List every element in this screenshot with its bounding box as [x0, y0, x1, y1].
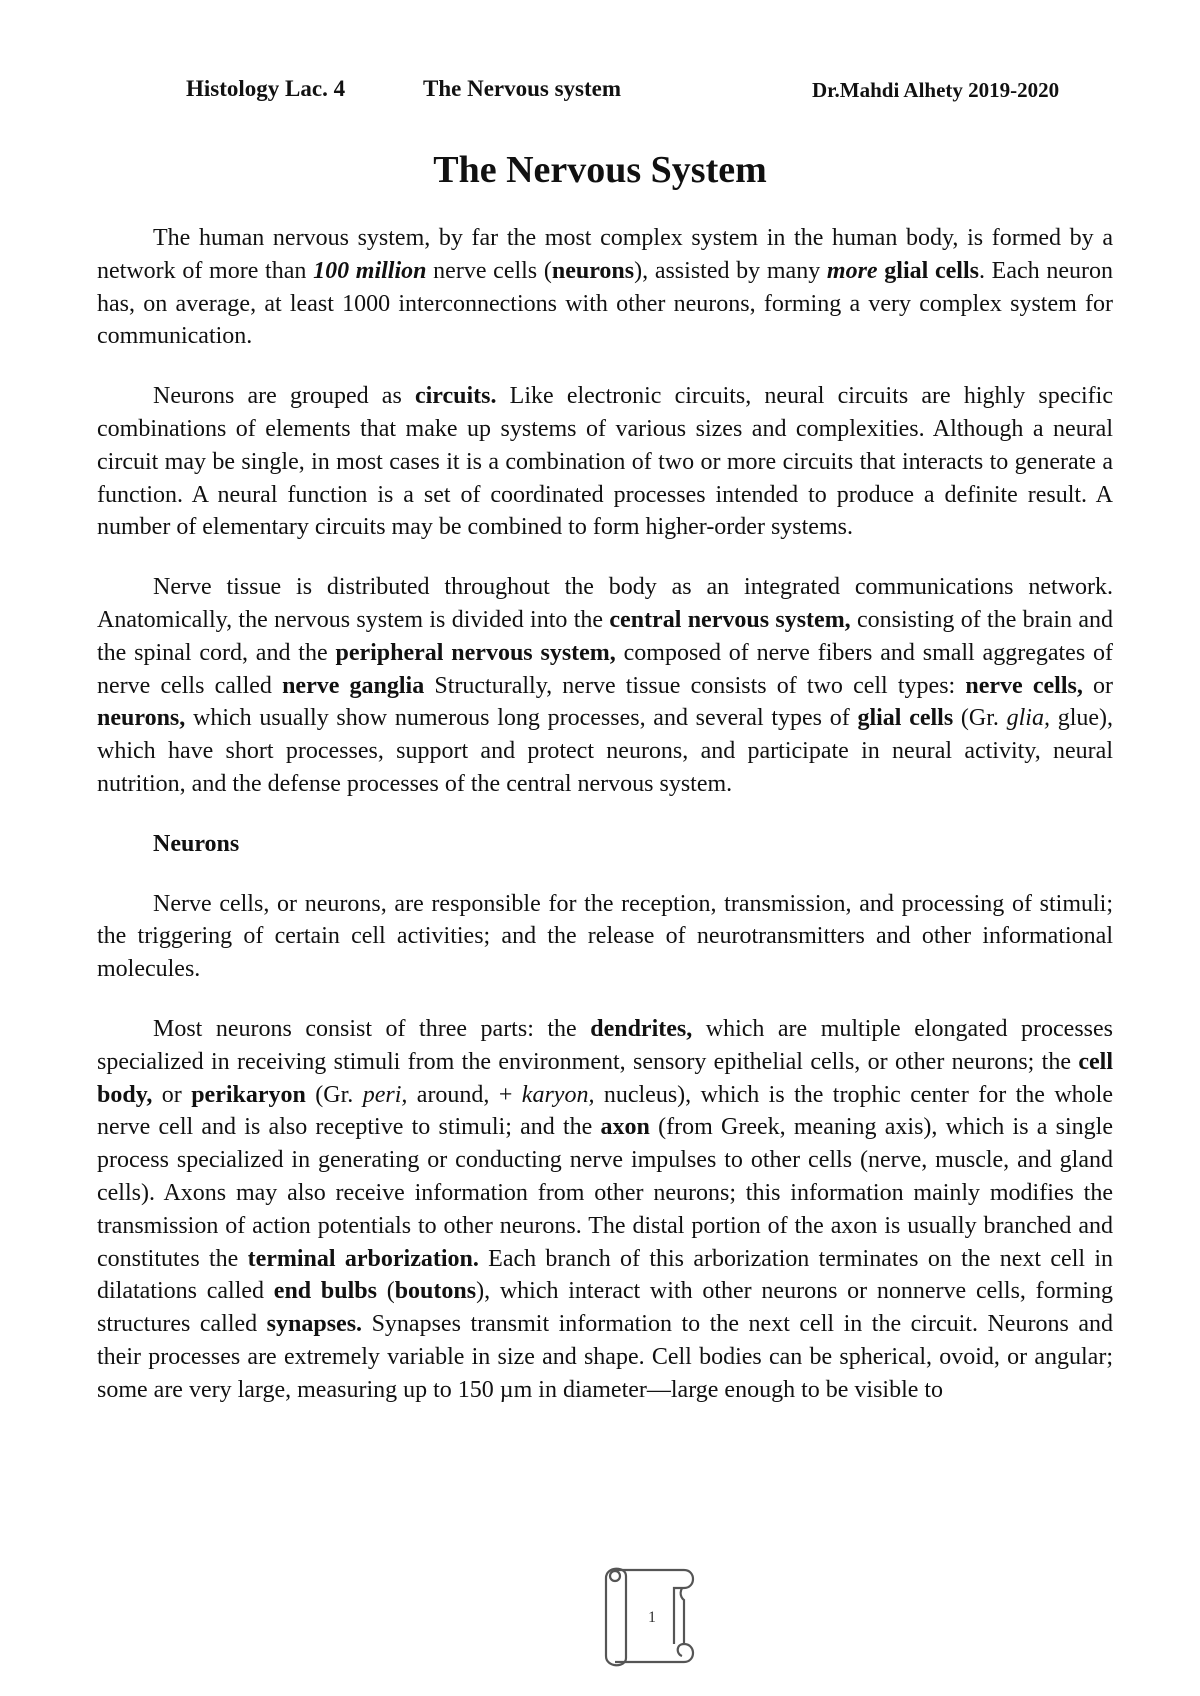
text-run: Each branch of this arborization terminates on the next cell in dilatations called	[97, 1245, 1113, 1305]
section-heading: Neurons	[153, 830, 240, 857]
document-body	[97, 222, 1113, 1434]
text-run: . Each neuron has, on average, at least 1000 interconnections with other neurons, forming a very complex system for communication.	[97, 257, 1113, 350]
paragraph	[97, 571, 1113, 801]
text-run: Nerve cells, or neurons, are responsible for the reception, transmission, and processing of stimuli; the triggering of certain cell activities; and the release of neurotransmitters and other informational molecules.	[97, 890, 1113, 983]
text-run: Synapses transmit information to the next cell in the circuit. Neurons and their processes are extremely variable in size and shape. Cell bodies can be spherical, ovoid, or angular; some are very large, measuring up to 150 µm in diameter—large enough to be visible to	[97, 1311, 1113, 1403]
text-run: composed of nerve fibers and small aggregates of nerve cells called	[97, 639, 1114, 699]
text-run: around, +	[407, 1081, 522, 1108]
document-title: The Nervous System	[433, 149, 767, 191]
bold-term: more	[826, 257, 878, 284]
bold-term: 100 million	[313, 257, 427, 284]
paragraph	[97, 888, 1113, 986]
bold-term: perikaryon	[191, 1081, 306, 1108]
text-run: or	[1082, 672, 1113, 699]
page-header	[0, 76, 1200, 106]
text-run: Structurally, nerve tissue consists of two cell types:	[424, 672, 966, 699]
bold-term: boutons	[394, 1278, 477, 1305]
text-run: or	[152, 1081, 192, 1108]
bold-term: glial cells	[857, 705, 954, 732]
page-number-scroll-icon	[592, 1560, 708, 1680]
text-run: glue), which have short processes, support and protect neurons, and participate in neural activity, neural nutrition, and the defense processes of the central nervous system.	[97, 705, 1114, 797]
text-run: Most neurons consist of three parts: the	[153, 1015, 591, 1042]
text-run: (	[376, 1278, 395, 1305]
bold-term: neurons,	[97, 705, 186, 732]
header-course: Histology Lac. 4	[186, 76, 346, 101]
bold-term: circuits.	[414, 383, 497, 410]
text-run: The human nervous system, by far the most complex system in the human body, is formed by a network of more than	[97, 225, 1113, 284]
text-run: nucleus), which is the trophic center for the whole nerve cell and is also receptive to stimuli; and the	[97, 1081, 1114, 1141]
bold-term: end bulbs	[273, 1278, 377, 1305]
text-run: Like electronic circuits, neural circuits are highly specific combinations of elements that make up systems of various sizes and complexities. Although a neural circuit may be single, in most cases it is a combination of two or more circuits that interacts to generate a function. A neural function is a set of coordinated processes intended to produce a definite result. A number of elementary circuits may be combined to form higher-order systems.	[97, 383, 1113, 541]
bold-term: neurons	[551, 257, 635, 284]
paragraph	[97, 380, 1113, 544]
italic-term: glia,	[1006, 705, 1050, 732]
text-run: which are multiple elongated processes specialized in receiving stimuli from the environment, sensory epithelial cells, or other neurons; the	[97, 1015, 1113, 1075]
bold-term: terminal arborization.	[247, 1245, 479, 1272]
italic-term: peri,	[362, 1081, 408, 1108]
bold-term: cell body,	[97, 1048, 1113, 1108]
bold-term: nerve cells,	[965, 672, 1083, 699]
text-run: (Gr.	[953, 705, 1007, 732]
text-run: which usually show numerous long processes, and several types of	[185, 705, 858, 732]
bold-term: synapses.	[266, 1311, 363, 1338]
text-run: (Gr.	[305, 1081, 363, 1108]
header-topic: The Nervous system	[423, 76, 622, 101]
page-number: 1	[648, 1609, 656, 1626]
bold-term: peripheral nervous system,	[335, 639, 616, 666]
bold-term: axon	[600, 1114, 650, 1141]
text-run: ), which interact with other neurons or nonnerve cells, forming structures called	[97, 1278, 1114, 1338]
text-run: Nerve tissue is distributed throughout the body as an integrated communications network. Anatomically, the nervous system is divided into the	[97, 574, 1113, 633]
paragraph	[97, 222, 1113, 353]
bold-term: dendrites,	[590, 1015, 693, 1042]
bold-term: glial cells	[884, 257, 979, 284]
text-run: (from Greek, meaning axis), which is a single process specialized in generating or conducting nerve impulses to other cells (nerve, muscle, and gland cells). Axons may also receive information from other neurons; this information mainly modifies the transmission of action potentials to other neurons. The distal portion of the axon is usually branched and constitutes the	[97, 1114, 1113, 1272]
header-author-year: Dr.Mahdi Alhety 2019-2020	[812, 78, 1060, 102]
text-run: ), assisted by many	[634, 257, 827, 284]
text-run: nerve cells (	[426, 257, 552, 284]
text-run: Neurons are grouped as	[153, 383, 415, 410]
bold-term: nerve ganglia	[282, 672, 425, 699]
bold-term: central nervous system,	[609, 606, 851, 633]
text-run: consisting of the brain and the spinal cord, and the	[97, 606, 1113, 666]
italic-term: karyon,	[521, 1081, 595, 1108]
paragraph	[97, 1013, 1113, 1407]
